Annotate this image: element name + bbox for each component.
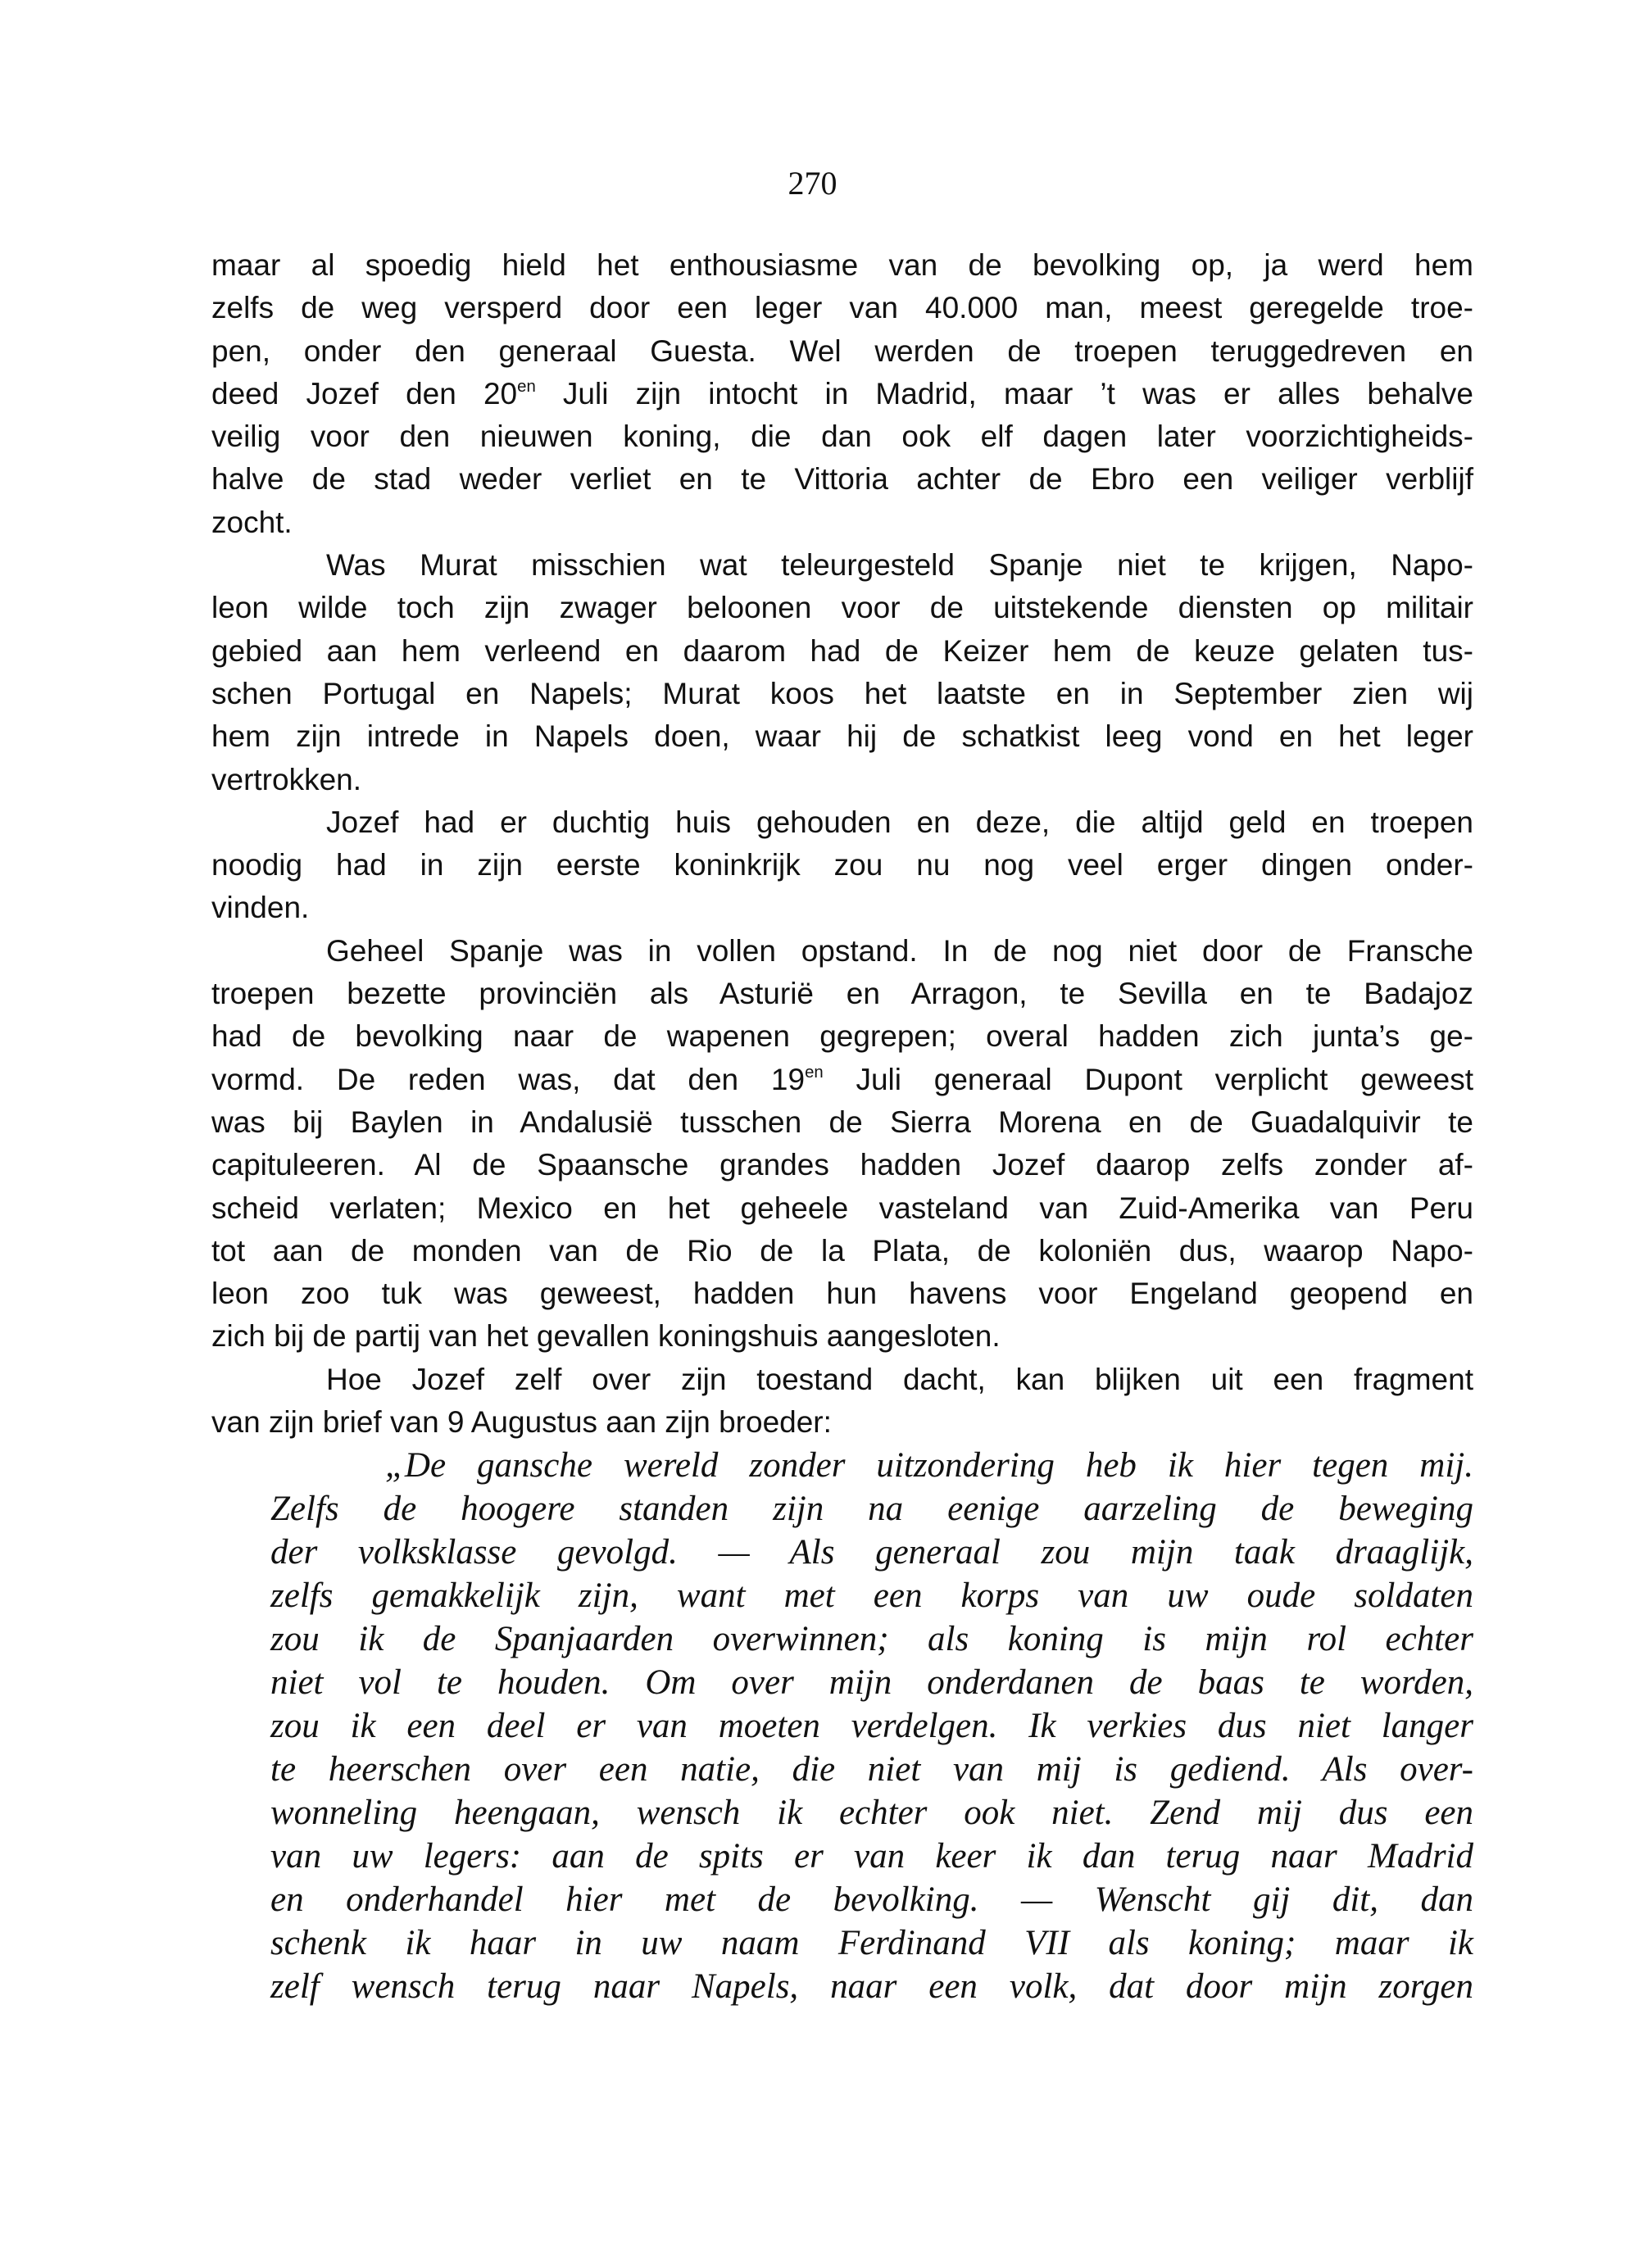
line-text: Juli zijn intocht in Madrid, maar ’t was er alles behalve <box>535 376 1473 411</box>
line-text: zelfs de weg versperd door een leger van 40.000 man, meest geregelde troe- <box>211 291 1473 325</box>
line-text: maar al spoedig hield het enthousiasme van de bevolking op, ja werd hem <box>211 248 1473 282</box>
line-text: scheid verlaten; Mexico en het geheele vasteland van Zuid-Amerika van Peru <box>211 1191 1473 1225</box>
line-text: was bij Baylen in Andalusië tusschen de Sierra Morena en de Guadalquivir te <box>211 1105 1473 1139</box>
line-text: „De gansche wereld zonder uitzondering heb ik hier tegen mij. <box>385 1446 1473 1486</box>
text-line <box>211 287 1473 329</box>
line-text: zou ik de Spanjaarden overwinnen; als koning is mijn rol echter <box>270 1620 1473 1659</box>
quote-line <box>270 1487 1473 1531</box>
page-number: 270 <box>788 165 837 202</box>
line-text: schen Portugal en Napels; Murat koos het laatste en in September zien wij <box>211 676 1473 710</box>
line-text: zou ik een deel er van moeten verdelgen. Ik verkies dus niet langer <box>270 1707 1473 1746</box>
line-text: halve de stad weder verliet en te Vittoria achter de Ebro een veiliger verblijf <box>211 462 1473 497</box>
main-paragraphs <box>211 244 1473 1444</box>
quote-line <box>270 1574 1473 1617</box>
quote-line <box>270 1921 1473 1965</box>
text-line <box>211 544 1473 587</box>
line-text: Hoe Jozef zelf over zijn toestand dacht, kan blijken uit een fragment <box>326 1362 1473 1396</box>
text-line <box>211 759 1473 801</box>
line-text: troepen bezette provinciën als Asturië en Arragon, te Sevilla en te Badajoz <box>211 977 1473 1011</box>
line-text: der volksklasse gevolgd. — Als generaal zou mijn taak draaglijk, <box>270 1533 1473 1572</box>
text-line <box>211 715 1473 758</box>
quote-line <box>270 1965 1473 2008</box>
text-line <box>211 1187 1473 1230</box>
line-text: zich bij de partij van het gevallen koningshuis aangesloten. <box>211 1319 1001 1354</box>
text-line <box>211 973 1473 1015</box>
line-text: hem zijn intrede in Napels doen, waar hij de schatkist leeg vond en het leger <box>211 719 1473 754</box>
text-line <box>211 415 1473 458</box>
line-text: leon zoo tuk was geweest, hadden hun havens voor Engeland geopend en <box>211 1277 1473 1311</box>
line-text: Zelfs de hoogere standen zijn na eenige aarzeling de beweging <box>270 1490 1473 1529</box>
line-text: Was Murat misschien wat teleurgesteld Spanje niet te krijgen, Napo- <box>326 548 1473 583</box>
line-text: vinden. <box>211 891 310 925</box>
text-line <box>211 844 1473 887</box>
body-text <box>211 244 1473 2008</box>
line-text: zocht. <box>211 505 293 539</box>
line-text: vormd. De reden was, dat den 19 <box>211 1062 806 1096</box>
text-line <box>211 244 1473 287</box>
quote-line <box>270 1444 1473 1487</box>
line-text: zelfs gemakkelijk zijn, want met een korps van uw oude soldaten <box>270 1576 1473 1616</box>
text-line <box>211 587 1473 629</box>
text-line <box>211 1144 1473 1186</box>
line-text: gebied aan hem verleend en daarom had de Keizer hem de keuze gelaten tus- <box>211 633 1473 668</box>
quote-line <box>270 1531 1473 1574</box>
quote-line <box>270 1878 1473 1921</box>
quote-line <box>270 1835 1473 1878</box>
quote-line <box>270 1704 1473 1748</box>
superscript: en <box>805 1063 824 1082</box>
line-text: Jozef had er duchtig huis gehouden en deze, die altijd geld en troepen <box>326 805 1473 839</box>
text-line <box>211 1315 1473 1358</box>
text-line <box>211 630 1473 673</box>
text-line <box>211 930 1473 973</box>
text-line <box>211 673 1473 715</box>
line-text: noodig had in zijn eerste koninkrijk zou nu nog veel erger dingen onder- <box>211 848 1473 882</box>
text-line <box>211 330 1473 373</box>
quote-line <box>270 1748 1473 1791</box>
text-line <box>211 501 1473 544</box>
quote-line <box>270 1617 1473 1661</box>
text-line <box>211 1230 1473 1272</box>
line-text: pen, onder den generaal Guesta. Wel werden de troepen teruggedreven en <box>211 333 1473 368</box>
line-text: Juli generaal Dupont verplicht geweest <box>823 1062 1473 1096</box>
letter-quote <box>270 1444 1473 2008</box>
text-line <box>211 1101 1473 1144</box>
text-line <box>211 1272 1473 1315</box>
superscript: en <box>517 377 536 396</box>
text-line <box>211 1359 1473 1401</box>
quote-line <box>270 1661 1473 1704</box>
line-text: niet vol te houden. Om over mijn onderdanen de baas te worden, <box>270 1663 1473 1703</box>
text-line <box>211 1015 1473 1058</box>
line-text: van uw legers: aan de spits er van keer ik dan terug naar Madrid <box>270 1837 1473 1876</box>
line-text: van zijn brief van 9 Augustus aan zijn broeder: <box>211 1405 832 1440</box>
quote-line <box>270 1791 1473 1835</box>
text-line <box>211 458 1473 501</box>
line-text: wonneling heengaan, wensch ik echter ook niet. Zend mij dus een <box>270 1794 1473 1833</box>
line-text: te heerschen over een natie, die niet van mij is gediend. Als over- <box>270 1750 1473 1789</box>
line-text: capituleeren. Al de Spaansche grandes hadden Jozef daarop zelfs zonder af- <box>211 1148 1473 1182</box>
line-text: leon wilde toch zijn zwager beloonen voor de uitstekende diensten op militair <box>211 591 1473 625</box>
text-line <box>211 1401 1473 1444</box>
text-line <box>211 373 1473 415</box>
text-line <box>211 887 1473 929</box>
line-text: veilig voor den nieuwen koning, die dan ook elf dagen later voorzichtigheids- <box>211 420 1473 454</box>
line-text: en onderhandel hier met de bevolking. — Wenscht gij dit, dan <box>270 1880 1473 1920</box>
line-text: zelf wensch terug naar Napels, naar een volk, dat door mijn zorgen <box>270 1967 1473 2007</box>
line-text: had de bevolking naar de wapenen gegrepen; overal hadden zich junta’s ge- <box>211 1019 1473 1054</box>
line-text: Geheel Spanje was in vollen opstand. In de nog niet door de Fransche <box>326 933 1473 968</box>
line-text: schenk ik haar in uw naam Ferdinand VII als koning; maar ik <box>270 1924 1473 1963</box>
line-text: tot aan de monden van de Rio de la Plata, de koloniën dus, waarop Napo- <box>211 1233 1473 1268</box>
text-line <box>211 1059 1473 1101</box>
text-line <box>211 801 1473 844</box>
line-text: deed Jozef den 20 <box>211 376 518 411</box>
line-text: vertrokken. <box>211 762 362 796</box>
